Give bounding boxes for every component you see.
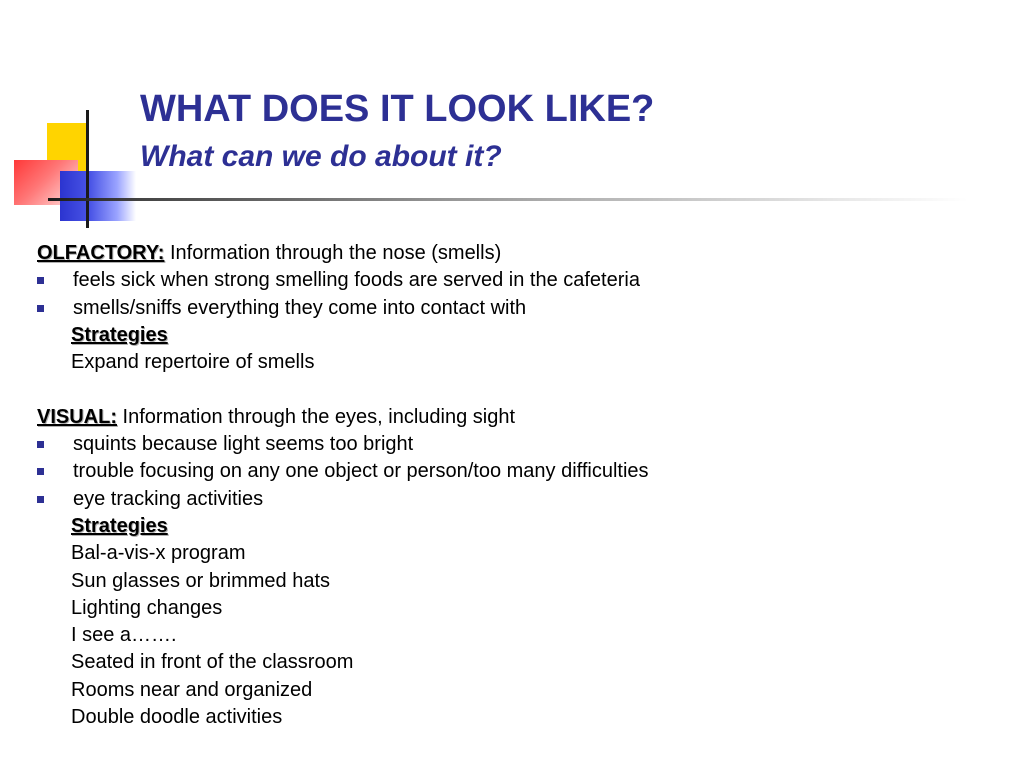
bullet-text: squints because light seems too bright xyxy=(73,433,414,456)
visual-strategy-item: Lighting changes xyxy=(71,596,223,619)
olfactory-bullet-item xyxy=(37,267,997,294)
visual-strategy-item: Double doodle activities xyxy=(71,706,283,729)
square-bullet-icon xyxy=(37,277,44,284)
olfactory-description: Information through the nose (smells) xyxy=(164,242,502,264)
visual-bullet-item xyxy=(37,486,997,513)
square-bullet-icon xyxy=(37,305,44,312)
visual-strategy-item: Rooms near and organized xyxy=(71,678,313,701)
strategies-label: Strategies xyxy=(71,514,168,537)
section-spacer xyxy=(37,376,997,403)
olfactory-bullet-item xyxy=(37,295,997,322)
bullet-text: eye tracking activities xyxy=(73,487,264,510)
visual-strategies-heading xyxy=(37,513,997,540)
visual-bullet-item xyxy=(37,431,997,458)
visual-strategy-item: Seated in front of the classroom xyxy=(71,651,354,674)
visual-description: Information through the eyes, including sight xyxy=(117,405,516,428)
bullet-text: trouble focusing on any one object or person/too many difficulties xyxy=(73,460,649,483)
vertical-divider-line xyxy=(86,110,89,228)
olfactory-strategies-heading xyxy=(37,322,997,349)
bullet-text: feels sick when strong smelling foods are served in the cafeteria xyxy=(73,269,640,292)
slide-subtitle: What can we do about it? xyxy=(140,140,502,173)
visual-label: VISUAL: xyxy=(37,405,117,428)
visual-strategy-item: Sun glasses or brimmed hats xyxy=(71,569,331,592)
square-bullet-icon xyxy=(37,496,44,503)
title-underline-divider xyxy=(48,198,968,201)
slide-title: WHAT DOES IT LOOK LIKE? xyxy=(140,88,655,130)
slide-body xyxy=(37,240,997,731)
blue-square-shape xyxy=(60,171,136,221)
olfactory-strategy-item: Expand repertoire of smells xyxy=(71,351,315,374)
bullet-text: smells/sniffs everything they come into contact with xyxy=(73,296,527,319)
visual-heading-line xyxy=(37,404,997,431)
visual-strategy-item: I see a……. xyxy=(71,624,177,647)
olfactory-label: OLFACTORY: xyxy=(37,242,165,264)
strategies-label: Strategies xyxy=(71,323,168,346)
square-bullet-icon xyxy=(37,468,44,475)
olfactory-heading-line xyxy=(37,240,997,267)
square-bullet-icon xyxy=(37,441,44,448)
visual-bullet-item xyxy=(37,458,997,485)
visual-strategy-item: Bal-a-vis-x program xyxy=(71,542,246,565)
